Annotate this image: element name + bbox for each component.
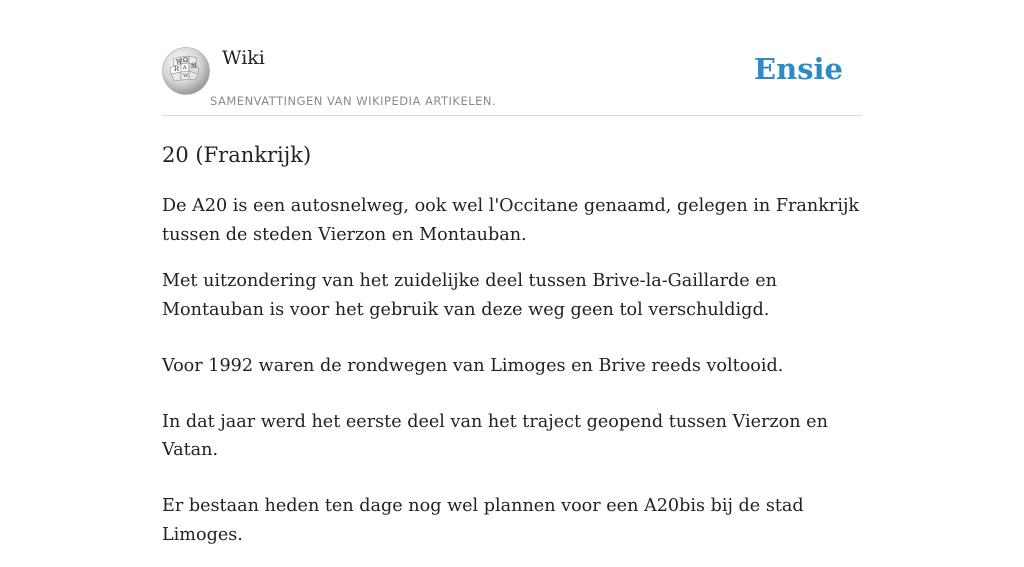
article-paragraph: Met uitzondering van het zuidelijke deel tussen Brive-la-Gaillarde en Montauban is voor het gebruik van deze weg geen tol verschuldigd. <box>162 271 777 320</box>
article-paragraph: Er bestaan heden ten dage nog wel plannen voor een A20bis bij de stad Limoges. <box>162 496 804 545</box>
page-title: 20 (Frankrijk) <box>162 143 312 167</box>
svg-text:И: И <box>174 66 180 73</box>
site-header <box>162 0 862 116</box>
article-paragraph: In dat jaar werd het eerste deel van het traject geopend tussen Vierzon en Vatan. <box>162 411 828 460</box>
article-paragraph: De A20 is een autosnelweg, ook wel l'Occitane genaamd, gelegen in Frankrijk tussen de steden Vierzon en Montauban. <box>162 196 860 245</box>
site-title[interactable]: Wiki <box>222 47 265 69</box>
svg-text:W: W <box>176 59 183 66</box>
svg-text:W: W <box>183 73 189 79</box>
site-tagline: SAMENVATTINGEN VAN WIKIPEDIA ARTIKELEN. <box>210 94 497 108</box>
page-container <box>162 0 862 545</box>
wikipedia-globe-icon[interactable] <box>162 47 210 95</box>
brand-logo-link[interactable]: Ensie <box>754 52 843 86</box>
article-body <box>162 192 862 567</box>
article-paragraph: Voor 1992 waren de rondwegen van Limoges en Brive reeds voltooid. <box>162 355 784 376</box>
svg-text:維: 維 <box>191 63 198 70</box>
svg-text:ʌ: ʌ <box>183 64 187 71</box>
svg-text:Ω: Ω <box>183 57 188 64</box>
